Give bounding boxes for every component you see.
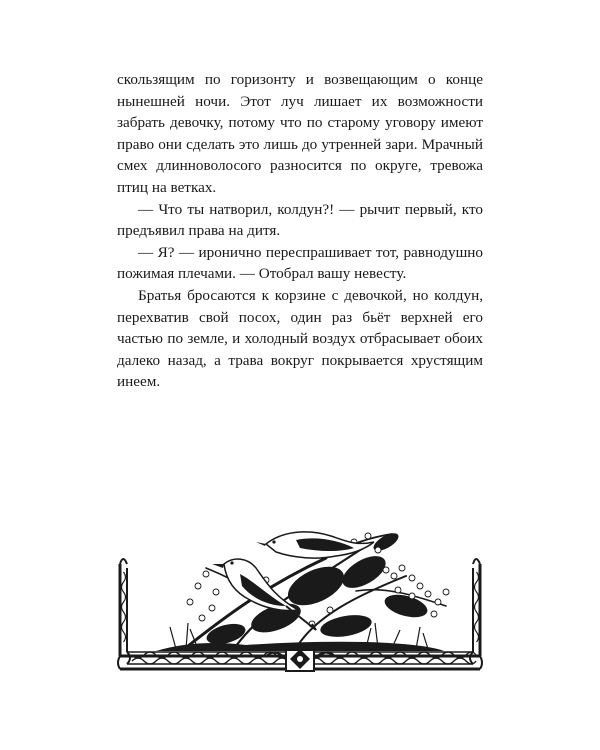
- bird-upper-icon: [256, 532, 374, 558]
- birds-illustration: [116, 506, 484, 674]
- body-text: [117, 69, 483, 393]
- paragraph-4: Братья бросаются к корзине с девочкой, но колдун, перехватив свой посох, один раз бьёт верхней его частью по земле, и холодный воздух отбрасывает обоих далеко назад, а трава вокруг покрывается хрустящим инеем.: [117, 286, 483, 391]
- paragraph-2: — Что ты натворил, колдун?! — рычит первый, кто предъявил права на дитя.: [117, 200, 483, 240]
- paragraph-1: скользящим по горизонту и возвещающим о конце нынешней ночи. Этот луч лишает их возможности забрать девочку, потому что по старому уговору имеют право они сделать это лишь до утренней зари. Мрачный смех длинноволосого разносится по округе, тревожа птиц на ветках.: [117, 71, 483, 196]
- paragraph-3: — Я? — иронично переспрашивает тот, равнодушно пожимая плечами. — Отобрал вашу невесту.: [117, 243, 483, 283]
